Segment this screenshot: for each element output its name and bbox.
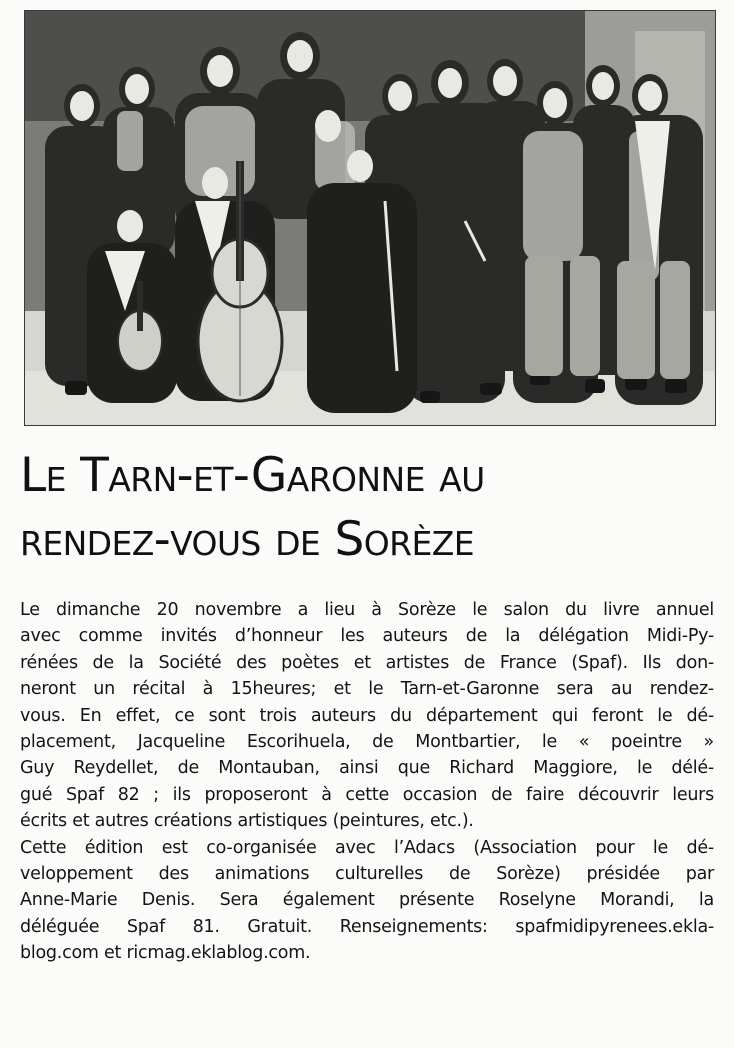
body-line: blog.com et ricmag.eklablog.com. [20,943,311,964]
body-line: Cette édition est co-organisée avec l’Adacs (Association pour le dé- [20,837,714,858]
body-line: avec comme invités d’honneur les auteurs de la délégation Midi-Py- [20,626,714,647]
body-line: Anne-Marie Denis. Sera également présente Roselyne Morandi, la [20,890,714,911]
group-photo-illustration [25,11,715,425]
body-line: vous. En effet, ce sont trois auteurs du département qui feront le dé- [20,705,714,726]
body-line: veloppement des animations culturelles de Sorèze) présidée par [20,864,714,885]
body-line: Le dimanche 20 novembre a lieu à Sorèze le salon du livre annuel [20,600,714,620]
article-headline [20,444,720,572]
body-line: neront un récital à 15heures; et le Tarn-et-Garonne sera au rendez- [20,679,714,700]
body-line: rénées de la Société des poètes et artistes de France (Spaf). Ils don- [20,652,714,673]
body-line: écrits et autres créations artistiques (peintures, etc.). [20,811,474,832]
headline-line: Le Tarn-et-Garonne au [20,448,485,503]
body-line: déléguée Spaf 81. Gratuit. Renseignements: spafmidipyrenees.ekla- [20,916,714,937]
body-line: Guy Reydellet, de Montauban, ainsi que Richard Maggiore, le délé- [20,758,714,779]
body-line: placement, Jacqueline Escorihuela, de Montbartier, le « poeintre » [20,732,714,753]
headline-line: rendez-vous de Sorèze [20,512,474,567]
article-body [20,597,714,967]
group-photo [24,10,716,426]
body-line: gué Spaf 82 ; ils proposeront à cette occasion de faire découvrir leurs [20,784,714,805]
